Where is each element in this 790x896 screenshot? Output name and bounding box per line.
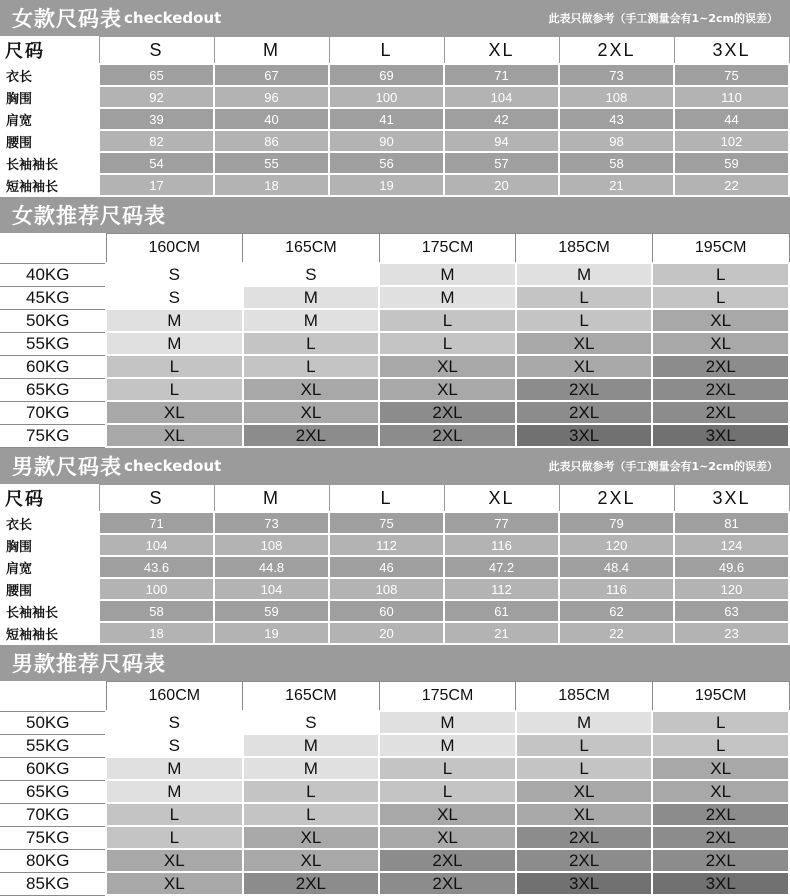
weight-row <box>0 401 789 424</box>
women-size-header <box>0 0 790 36</box>
measurement-value: 61 <box>444 600 559 622</box>
recommended-size-cell: 3XL <box>652 872 789 895</box>
weight-row <box>0 872 789 895</box>
measurement-value: 44 <box>674 108 789 130</box>
recommended-size-cell: 3XL <box>516 872 653 895</box>
measurement-value: 96 <box>214 86 329 108</box>
recommended-size-cell: M <box>379 711 516 734</box>
recommended-size-cell: 2XL <box>516 826 653 849</box>
recommended-size-cell: 3XL <box>516 424 653 447</box>
recommended-size-cell: M <box>516 711 653 734</box>
recommended-size-cell: M <box>379 734 516 757</box>
men-size-note: 此表只做参考（手工测量会有1~2cm的误差） <box>548 460 778 473</box>
recommended-size-cell: L <box>106 826 243 849</box>
weight-row <box>0 780 789 803</box>
measurement-value: 59 <box>674 152 789 174</box>
measurement-value: 81 <box>674 512 789 534</box>
recommended-size-cell: L <box>652 286 789 309</box>
recommended-size-cell: L <box>516 309 653 332</box>
weight-label: 75KG <box>0 424 106 447</box>
recommended-size-cell: XL <box>516 355 653 378</box>
recommended-size-cell: L <box>379 780 516 803</box>
recommended-size-cell: M <box>379 286 516 309</box>
measurement-value: 79 <box>559 512 674 534</box>
measurement-value: 73 <box>559 64 674 86</box>
measurement-value: 63 <box>674 600 789 622</box>
size-corner-label: 尺码 <box>1 485 99 513</box>
recommended-size-cell: L <box>379 309 516 332</box>
measurement-value: 120 <box>674 578 789 600</box>
recommended-size-cell: XL <box>652 780 789 803</box>
size-column-header: S <box>99 37 214 65</box>
measurement-value: 55 <box>214 152 329 174</box>
recommended-size-cell: 2XL <box>243 424 380 447</box>
size-column-header: 3XL <box>674 485 789 513</box>
measurement-value: 124 <box>674 534 789 556</box>
recommended-size-cell: XL <box>243 826 380 849</box>
recommended-size-cell: S <box>106 734 243 757</box>
weight-row <box>0 757 789 780</box>
size-column-header: L <box>329 485 444 513</box>
recommended-size-cell: XL <box>379 826 516 849</box>
recommended-size-cell: L <box>516 286 653 309</box>
measurement-value: 62 <box>559 600 674 622</box>
measurement-value: 73 <box>214 512 329 534</box>
measurement-value: 39 <box>99 108 214 130</box>
measurement-value: 108 <box>214 534 329 556</box>
measurement-value: 19 <box>214 622 329 644</box>
recommended-size-cell: M <box>243 309 380 332</box>
measurement-value: 20 <box>329 622 444 644</box>
measurement-value: 23 <box>674 622 789 644</box>
size-column-header: S <box>99 485 214 513</box>
weight-label: 85KG <box>0 872 106 895</box>
weight-label: 40KG <box>0 263 106 286</box>
recommended-size-cell: XL <box>652 757 789 780</box>
height-column-header: 185CM <box>516 234 653 264</box>
measurement-value: 108 <box>559 86 674 108</box>
height-column-header: 165CM <box>243 234 380 264</box>
measurement-value: 71 <box>99 512 214 534</box>
height-column-header: 165CM <box>243 682 380 712</box>
measurement-row <box>1 130 789 152</box>
recommended-size-cell: M <box>516 263 653 286</box>
measurement-value: 94 <box>444 130 559 152</box>
recommended-size-cell: M <box>243 286 380 309</box>
recommended-size-cell: XL <box>106 424 243 447</box>
measurement-value: 21 <box>444 622 559 644</box>
recommended-size-cell: L <box>243 803 380 826</box>
measurement-value: 21 <box>559 174 674 196</box>
recommended-size-cell: 2XL <box>652 401 789 424</box>
recommended-size-cell: 2XL <box>379 424 516 447</box>
measurement-row <box>1 86 789 108</box>
recommended-size-cell: S <box>106 286 243 309</box>
measurement-value: 18 <box>99 622 214 644</box>
recommended-size-cell: XL <box>379 378 516 401</box>
recommended-size-cell: M <box>243 757 380 780</box>
weight-label: 80KG <box>0 849 106 872</box>
recommended-size-cell: L <box>652 263 789 286</box>
height-header-row <box>0 682 789 712</box>
recommended-size-cell: M <box>243 734 380 757</box>
weight-label: 50KG <box>0 711 106 734</box>
measurement-label: 肩宽 <box>1 556 99 578</box>
measurement-value: 20 <box>444 174 559 196</box>
measurement-value: 58 <box>559 152 674 174</box>
measurement-value: 19 <box>329 174 444 196</box>
recommended-size-cell: L <box>516 734 653 757</box>
measurement-label: 胸围 <box>1 534 99 556</box>
measurement-value: 90 <box>329 130 444 152</box>
measurement-row <box>1 578 789 600</box>
recommended-size-cell: XL <box>516 332 653 355</box>
recommended-size-cell: 2XL <box>516 401 653 424</box>
measurement-row <box>1 556 789 578</box>
measurement-value: 108 <box>329 578 444 600</box>
women-rec-header <box>0 197 790 233</box>
weight-label: 70KG <box>0 803 106 826</box>
measurement-value: 40 <box>214 108 329 130</box>
measurement-label: 胸围 <box>1 86 99 108</box>
measurement-value: 75 <box>329 512 444 534</box>
measurement-value: 48.4 <box>559 556 674 578</box>
measurement-row <box>1 622 789 644</box>
measurement-value: 22 <box>559 622 674 644</box>
measurement-label: 腰围 <box>1 578 99 600</box>
height-header-row <box>0 234 789 264</box>
women-size-body <box>1 37 789 197</box>
recommended-size-cell: L <box>106 803 243 826</box>
size-header-row <box>1 37 789 65</box>
women-size-brand: checkedout <box>124 9 222 27</box>
recommended-size-cell: L <box>379 332 516 355</box>
weight-row <box>0 734 789 757</box>
measurement-value: 92 <box>99 86 214 108</box>
recommended-size-cell: M <box>379 263 516 286</box>
measurement-value: 104 <box>444 86 559 108</box>
measurement-value: 22 <box>674 174 789 196</box>
measurement-value: 57 <box>444 152 559 174</box>
recommended-size-cell: L <box>243 332 380 355</box>
weight-row <box>0 378 789 401</box>
measurement-value: 86 <box>214 130 329 152</box>
measurement-label: 衣长 <box>1 64 99 86</box>
recommended-size-cell: XL <box>516 803 653 826</box>
height-column-header: 175CM <box>379 682 516 712</box>
measurement-value: 120 <box>559 534 674 556</box>
men-rec-body <box>0 682 789 896</box>
recommended-size-cell: S <box>243 263 380 286</box>
measurement-value: 75 <box>674 64 789 86</box>
recommended-size-cell: S <box>106 711 243 734</box>
measurement-label: 短袖袖长 <box>1 174 99 196</box>
men-size-body <box>1 485 789 645</box>
recommended-size-cell: M <box>106 309 243 332</box>
men-rec-title: 男款推荐尺码表 <box>12 652 166 676</box>
weight-label: 75KG <box>0 826 106 849</box>
measurement-value: 17 <box>99 174 214 196</box>
corner-cell <box>0 234 106 264</box>
women-size-table <box>0 36 790 197</box>
recommended-size-cell: 2XL <box>379 401 516 424</box>
weight-row <box>0 424 789 447</box>
measurement-value: 104 <box>214 578 329 600</box>
measurement-value: 116 <box>444 534 559 556</box>
recommended-size-cell: L <box>652 734 789 757</box>
men-rec-header <box>0 645 790 681</box>
height-column-header: 160CM <box>106 234 243 264</box>
recommended-size-cell: 2XL <box>379 872 516 895</box>
recommended-size-cell: XL <box>516 780 653 803</box>
measurement-label: 长袖袖长 <box>1 600 99 622</box>
measurement-label: 长袖袖长 <box>1 152 99 174</box>
measurement-value: 100 <box>329 86 444 108</box>
recommended-size-cell: XL <box>106 872 243 895</box>
weight-row <box>0 309 789 332</box>
measurement-value: 59 <box>214 600 329 622</box>
weight-label: 55KG <box>0 332 106 355</box>
measurement-value: 100 <box>99 578 214 600</box>
measurement-value: 77 <box>444 512 559 534</box>
women-rec-table <box>0 233 790 448</box>
measurement-label: 短袖袖长 <box>1 622 99 644</box>
recommended-size-cell: L <box>243 780 380 803</box>
measurement-value: 82 <box>99 130 214 152</box>
recommended-size-cell: 2XL <box>652 849 789 872</box>
measurement-row <box>1 152 789 174</box>
measurement-row <box>1 534 789 556</box>
size-column-header: 3XL <box>674 37 789 65</box>
men-size-title: 男款尺码表 <box>12 455 122 479</box>
weight-label: 65KG <box>0 780 106 803</box>
recommended-size-cell: 2XL <box>652 803 789 826</box>
weight-row <box>0 286 789 309</box>
recommended-size-cell: 2XL <box>652 826 789 849</box>
height-column-header: 185CM <box>516 682 653 712</box>
weight-label: 60KG <box>0 355 106 378</box>
recommended-size-cell: L <box>379 757 516 780</box>
measurement-value: 54 <box>99 152 214 174</box>
weight-row <box>0 332 789 355</box>
measurement-value: 44.8 <box>214 556 329 578</box>
measurement-label: 衣长 <box>1 512 99 534</box>
recommended-size-cell: 2XL <box>243 872 380 895</box>
recommended-size-cell: XL <box>652 332 789 355</box>
size-column-header: L <box>329 37 444 65</box>
recommended-size-cell: M <box>106 780 243 803</box>
size-column-header: XL <box>444 37 559 65</box>
measurement-label: 肩宽 <box>1 108 99 130</box>
women-rec-title: 女款推荐尺码表 <box>12 204 166 228</box>
recommended-size-cell: XL <box>243 401 380 424</box>
height-column-header: 175CM <box>379 234 516 264</box>
measurement-value: 104 <box>99 534 214 556</box>
measurement-value: 69 <box>329 64 444 86</box>
measurement-value: 47.2 <box>444 556 559 578</box>
weight-label: 65KG <box>0 378 106 401</box>
recommended-size-cell: XL <box>379 355 516 378</box>
recommended-size-cell: 2XL <box>516 849 653 872</box>
recommended-size-cell: XL <box>379 803 516 826</box>
measurement-value: 49.6 <box>674 556 789 578</box>
women-size-note: 此表只做参考（手工测量会有1~2cm的误差） <box>548 12 778 25</box>
recommended-size-cell: 2XL <box>516 378 653 401</box>
weight-label: 70KG <box>0 401 106 424</box>
recommended-size-cell: L <box>106 355 243 378</box>
weight-row <box>0 263 789 286</box>
recommended-size-cell: 2XL <box>652 355 789 378</box>
weight-label: 60KG <box>0 757 106 780</box>
measurement-value: 116 <box>559 578 674 600</box>
recommended-size-cell: S <box>106 263 243 286</box>
recommended-size-cell: S <box>243 711 380 734</box>
measurement-value: 46 <box>329 556 444 578</box>
weight-row <box>0 849 789 872</box>
recommended-size-cell: XL <box>243 378 380 401</box>
height-column-header: 160CM <box>106 682 243 712</box>
size-column-header: 2XL <box>559 37 674 65</box>
recommended-size-cell: L <box>243 355 380 378</box>
weight-label: 55KG <box>0 734 106 757</box>
measurement-row <box>1 600 789 622</box>
measurement-value: 43 <box>559 108 674 130</box>
measurement-value: 102 <box>674 130 789 152</box>
recommended-size-cell: XL <box>243 849 380 872</box>
measurement-row <box>1 64 789 86</box>
measurement-value: 58 <box>99 600 214 622</box>
measurement-value: 71 <box>444 64 559 86</box>
recommended-size-cell: 2XL <box>652 378 789 401</box>
weight-row <box>0 803 789 826</box>
men-size-header <box>0 448 790 484</box>
measurement-value: 112 <box>329 534 444 556</box>
recommended-size-cell: 3XL <box>652 424 789 447</box>
size-corner-label: 尺码 <box>1 37 99 65</box>
measurement-value: 110 <box>674 86 789 108</box>
measurement-value: 41 <box>329 108 444 130</box>
men-size-table <box>0 484 790 645</box>
measurement-value: 67 <box>214 64 329 86</box>
measurement-value: 98 <box>559 130 674 152</box>
measurement-value: 18 <box>214 174 329 196</box>
weight-label: 45KG <box>0 286 106 309</box>
measurement-row <box>1 174 789 196</box>
measurement-label: 腰围 <box>1 130 99 152</box>
size-column-header: M <box>214 485 329 513</box>
weight-row <box>0 711 789 734</box>
measurement-value: 56 <box>329 152 444 174</box>
men-rec-table <box>0 681 790 896</box>
weight-row <box>0 826 789 849</box>
corner-cell <box>0 682 106 712</box>
measurement-value: 43.6 <box>99 556 214 578</box>
measurement-value: 65 <box>99 64 214 86</box>
measurement-value: 112 <box>444 578 559 600</box>
size-column-header: XL <box>444 485 559 513</box>
recommended-size-cell: L <box>106 378 243 401</box>
measurement-row <box>1 108 789 130</box>
women-rec-body <box>0 234 789 448</box>
size-column-header: 2XL <box>559 485 674 513</box>
size-column-header: M <box>214 37 329 65</box>
recommended-size-cell: XL <box>106 849 243 872</box>
height-column-header: 195CM <box>652 682 789 712</box>
recommended-size-cell: M <box>106 332 243 355</box>
measurement-value: 42 <box>444 108 559 130</box>
weight-label: 50KG <box>0 309 106 332</box>
recommended-size-cell: XL <box>106 401 243 424</box>
measurement-row <box>1 512 789 534</box>
size-header-row <box>1 485 789 513</box>
recommended-size-cell: XL <box>652 309 789 332</box>
measurement-value: 60 <box>329 600 444 622</box>
recommended-size-cell: 2XL <box>379 849 516 872</box>
recommended-size-cell: L <box>652 711 789 734</box>
recommended-size-cell: L <box>516 757 653 780</box>
weight-row <box>0 355 789 378</box>
women-size-title: 女款尺码表 <box>12 7 122 31</box>
height-column-header: 195CM <box>652 234 789 264</box>
men-size-brand: checkedout <box>124 457 222 475</box>
recommended-size-cell: M <box>106 757 243 780</box>
